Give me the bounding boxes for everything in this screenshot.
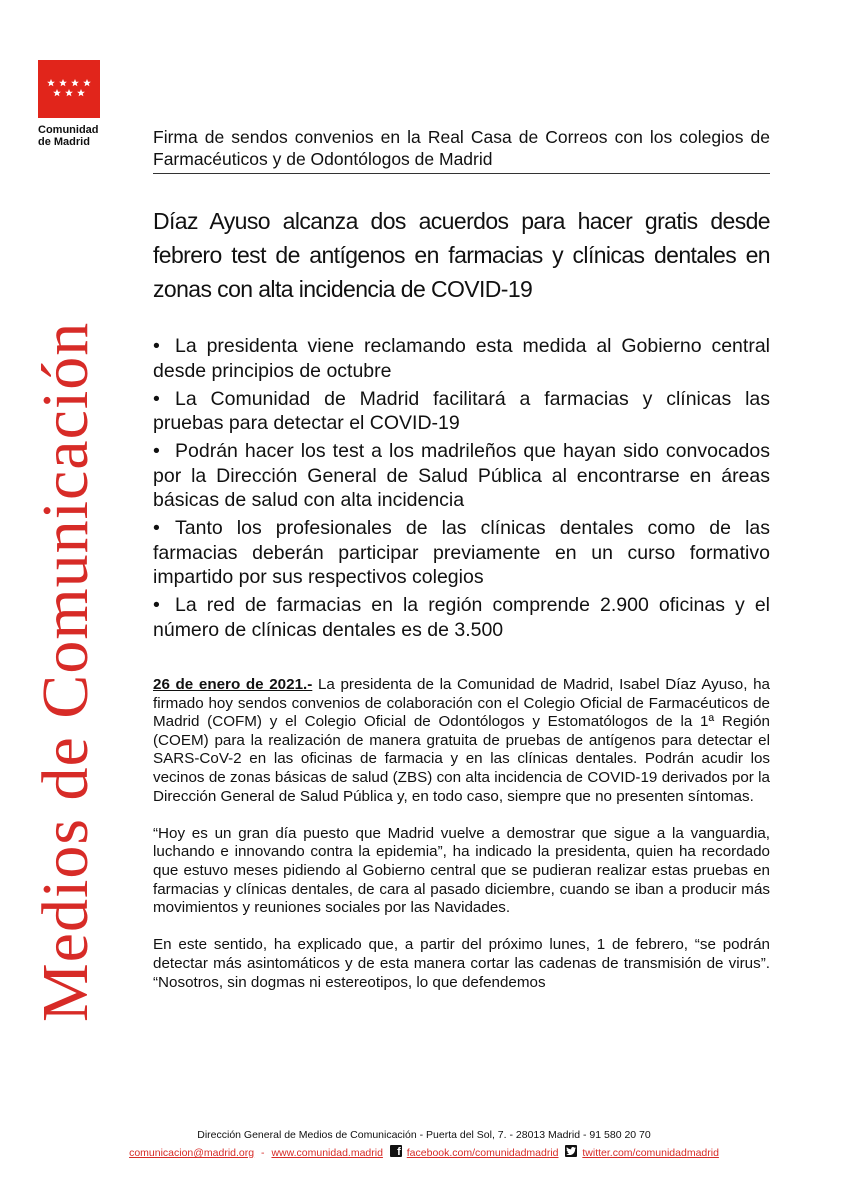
dateline: 26 de enero de 2021.- xyxy=(153,676,313,693)
twitter-link[interactable]: twitter.com/comunidadmadrid xyxy=(582,1147,719,1159)
highlight-text: La presidenta viene reclamando esta medida al Gobierno central desde principios de octubre xyxy=(153,335,770,382)
highlight-item xyxy=(153,439,770,513)
logo-wordmark xyxy=(38,124,128,148)
headline: Díaz Ayuso alcanza dos acuerdos para hacer gratis desde febrero test de antígenos en farmacias y clínicas dentales en zonas con alta incidencia de COVID-19 xyxy=(153,208,770,302)
highlight-text: La Comunidad de Madrid facilitará a farmacias y clínicas las pruebas para detectar el COVID-19 xyxy=(153,387,770,434)
highlight-item xyxy=(153,387,770,436)
twitter-icon xyxy=(565,1145,577,1157)
side-title-wrapper xyxy=(26,182,106,1022)
bullet-icon: • xyxy=(153,594,160,616)
website-link[interactable]: www.comunidad.madrid xyxy=(271,1147,383,1159)
logo-line-2: de Madrid xyxy=(38,136,90,148)
highlight-text: Podrán hacer los test a los madrileños que hayan sido convocados por la Dirección General de Salud Pública al encontrarse en áreas básicas de salud con alta incidencia xyxy=(153,440,770,511)
seven-stars-icon xyxy=(38,60,100,118)
footer-address: Dirección General de Medios de Comunicación - Puerta del Sol, 7. - 28013 Madrid - 91 580 20 70 xyxy=(197,1129,651,1141)
highlight-text: Tanto los profesionales de las clínicas dentales como de las farmacias deberán participar previamente en un curso formativo impartido por sus respectivos colegios xyxy=(153,517,770,588)
paragraph-1 xyxy=(153,676,770,806)
highlight-item xyxy=(153,334,770,383)
highlights-list xyxy=(153,334,770,646)
bullet-icon: • xyxy=(153,335,160,357)
paragraph-2: “Hoy es un gran día puesto que Madrid vuelve a demostrar que sigue a la vanguardia, luchando e innovando contra la epidemia”, ha indicado la presidenta, quien ha recordado que estuvo meses pidiendo al Gobierno central que se pudieran realizar estas pruebas en farmacias y clínicas dentales, de cara al pasado diciembre, cuando se iban a producir más movimientos y reuniones sociales por las Navidades. xyxy=(153,824,770,917)
paragraph-3: En este sentido, ha explicado que, a partir del próximo lunes, 1 de febrero, “se podrán detectar más asintomáticos y de esta manera cortar las cadenas de transmisión de virus”. “Nosotros, sin dogmas ni estereotipos, lo que defendemos xyxy=(153,936,770,991)
highlight-text: La red de farmacias en la región comprende 2.900 oficinas y el número de clínicas dentales es de 3.500 xyxy=(153,594,770,641)
bullet-icon: • xyxy=(153,387,160,410)
paragraph-1-text: La presidenta de la Comunidad de Madrid, Isabel Díaz Ayuso, ha firmado hoy sendos convenios de colaboración con el Colegio Oficial de Farmacéuticos de Madrid (COFM) y el Colegio Oficial de Odontólogos y Estomatólogos de la 1ª Región (COEM) para la realización de manera gratuita de pruebas de antígenos para detectar el SARS-CoV-2 en las oficinas de farmacia y en las clínicas dentales. Podrán acudir los vecinos de zonas básicas de salud (ZBS) con alta incidencia de COVID-19 derivados por la Dirección General de Salud Pública y, en todo caso, siempre que no presenten síntomas. xyxy=(153,676,771,805)
footer-links xyxy=(0,1145,848,1160)
side-title: Medios de Comunicación xyxy=(29,321,102,1022)
highlight-item xyxy=(153,593,770,642)
logo-line-1: Comunidad xyxy=(38,124,99,136)
comunidad-madrid-logo xyxy=(38,60,100,118)
email-link[interactable]: comunicacion@madrid.org xyxy=(129,1147,255,1159)
facebook-link[interactable]: facebook.com/comunidadmadrid xyxy=(406,1147,559,1159)
article-body xyxy=(153,676,770,1011)
bullet-icon: • xyxy=(153,440,160,462)
subheading: Firma de sendos convenios en la Real Casa de Correos con los colegios de Farmacéuticos y de Odontólogos de Madrid xyxy=(153,126,770,174)
bullet-icon: • xyxy=(153,517,160,539)
facebook-icon xyxy=(390,1145,402,1157)
highlight-item xyxy=(153,516,770,590)
separator: - xyxy=(261,1147,265,1159)
